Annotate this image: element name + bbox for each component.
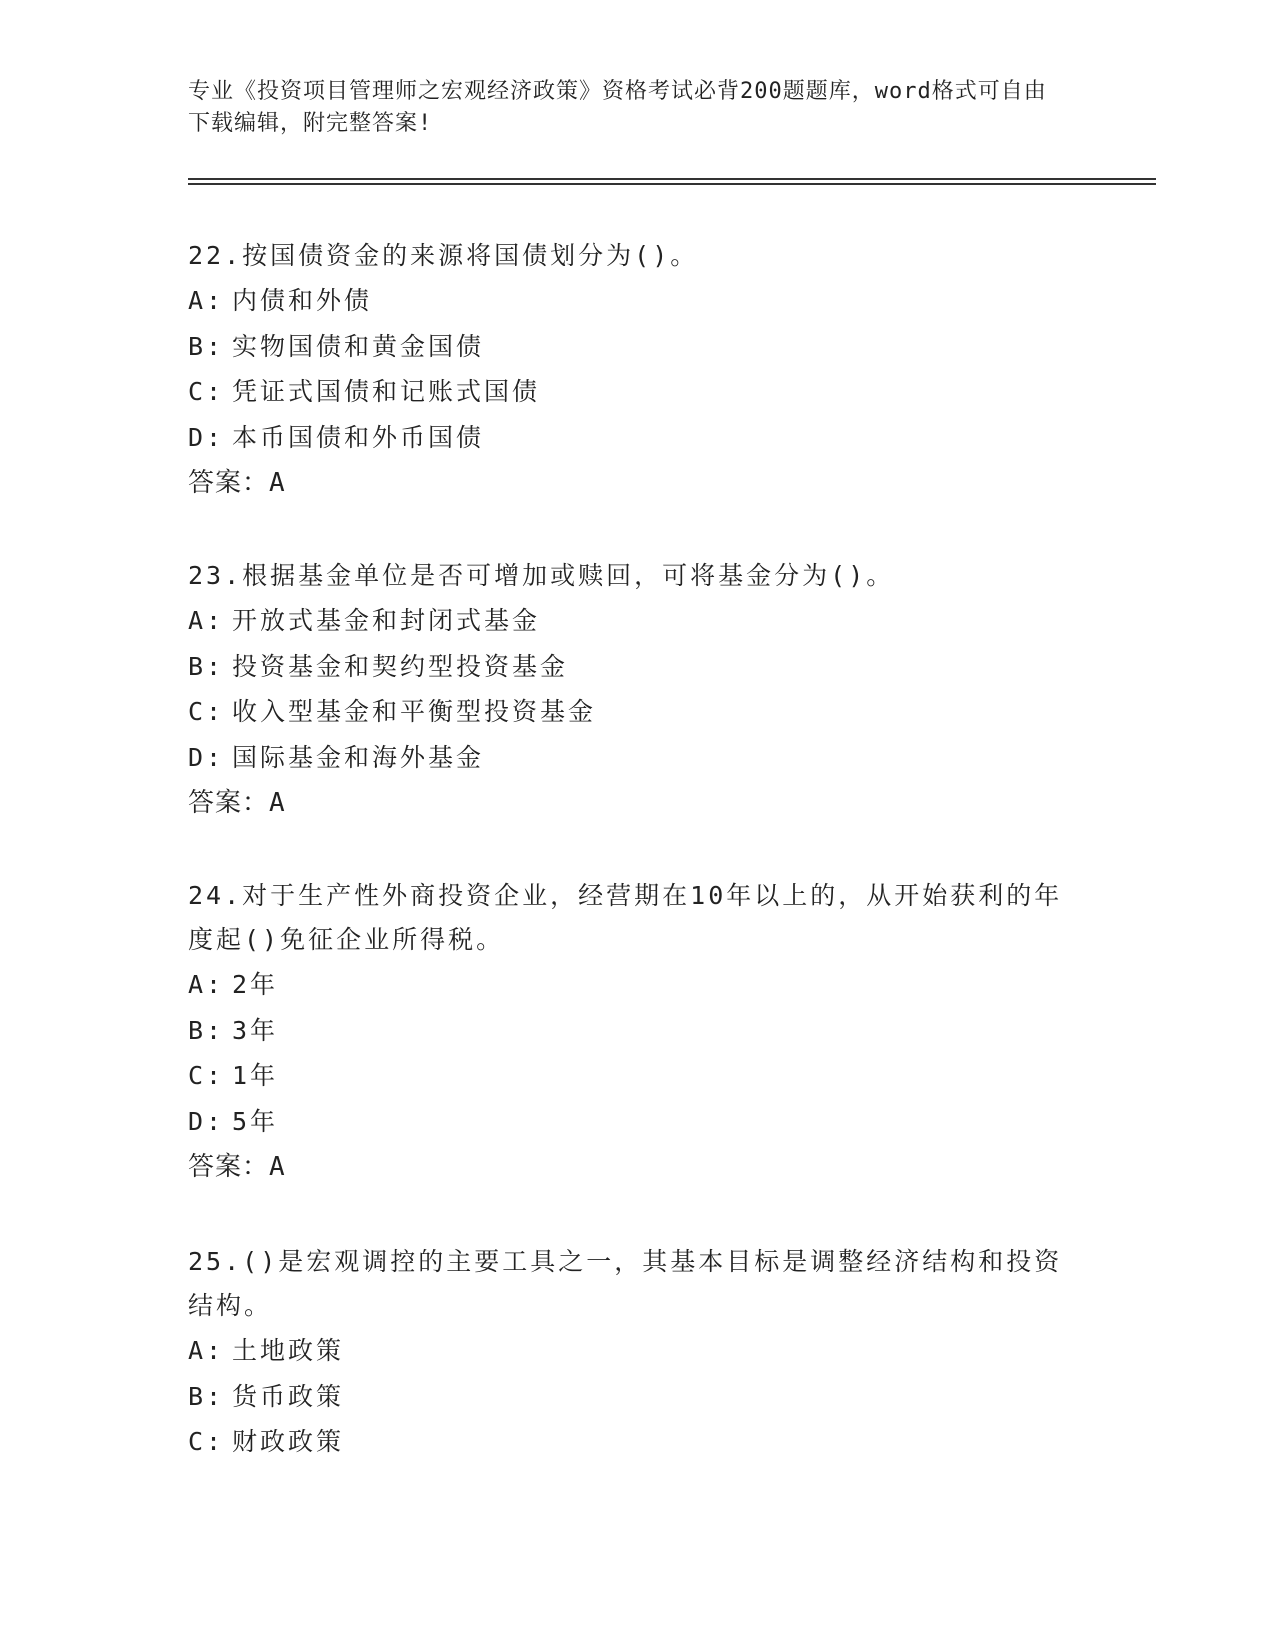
- option-letter: C:: [188, 377, 225, 406]
- answer-label: 答案：: [188, 788, 270, 818]
- header-divider-line: [188, 178, 1156, 180]
- option-b: [188, 1008, 1088, 1054]
- answer-label: 答案：: [188, 1152, 270, 1182]
- document-header: 专业《投资项目管理师之宏观经济政策》资格考试必背200题题库，word格式可自由下载编辑，附完整答案!: [188, 79, 1047, 136]
- option-d: [188, 735, 1088, 781]
- option-letter: A:: [188, 606, 225, 635]
- question-24: [188, 874, 1088, 1190]
- option-text: 2年: [232, 970, 279, 999]
- option-c: [188, 1419, 1088, 1465]
- option-letter: D:: [188, 742, 225, 772]
- option-letter: A:: [188, 970, 225, 999]
- option-text: 本币国债和外币国债: [232, 422, 485, 452]
- option-letter: B:: [188, 331, 225, 361]
- option-text: 内债和外债: [232, 286, 373, 315]
- option-b: [188, 644, 1088, 690]
- option-text: 土地政策: [232, 1336, 345, 1365]
- option-letter: A:: [188, 1336, 225, 1365]
- answer-label: 答案：: [188, 468, 270, 498]
- option-text: 1年: [232, 1061, 279, 1090]
- option-letter: C:: [188, 1427, 225, 1456]
- answer-value: A: [269, 788, 286, 818]
- question-stem: 25.()是宏观调控的主要工具之一，其基本目标是调整经济结构和投资结构。: [188, 1247, 1063, 1320]
- option-text: 财政政策: [232, 1427, 345, 1456]
- option-c: [188, 369, 1088, 415]
- option-text: 投资基金和契约型投资基金: [232, 651, 569, 681]
- option-text: 开放式基金和封闭式基金: [232, 606, 541, 635]
- option-text: 实物国债和黄金国债: [232, 331, 485, 361]
- question-22: [188, 234, 1088, 506]
- option-text: 3年: [232, 1015, 279, 1045]
- option-a: [188, 598, 1088, 644]
- question-stem: 23.根据基金单位是否可增加或赎回，可将基金分为()。: [188, 561, 895, 590]
- option-d: [188, 1099, 1088, 1145]
- question-stem: 24.对于生产性外商投资企业，经营期在10年以上的，从开始获利的年度起()免征企业所得税。: [188, 881, 1063, 954]
- option-letter: D:: [188, 422, 225, 452]
- option-d: [188, 415, 1088, 461]
- answer-line: [188, 460, 1088, 506]
- option-b: [188, 1374, 1088, 1420]
- option-letter: C:: [188, 697, 225, 726]
- option-letter: C:: [188, 1061, 225, 1090]
- option-letter: A:: [188, 286, 225, 315]
- answer-line: [188, 1144, 1088, 1190]
- option-text: 5年: [232, 1106, 279, 1136]
- option-c: [188, 1053, 1088, 1099]
- option-text: 国际基金和海外基金: [232, 742, 485, 772]
- option-text: 收入型基金和平衡型投资基金: [232, 697, 597, 726]
- option-a: [188, 1328, 1088, 1374]
- option-letter: D:: [188, 1106, 225, 1136]
- question-23: [188, 554, 1088, 826]
- option-letter: B:: [188, 1381, 225, 1411]
- option-letter: B:: [188, 651, 225, 681]
- option-text: 货币政策: [232, 1381, 345, 1411]
- option-b: [188, 324, 1088, 370]
- option-c: [188, 689, 1088, 735]
- option-a: [188, 278, 1088, 324]
- answer-value: A: [269, 1152, 286, 1182]
- answer-line: [188, 780, 1088, 826]
- question-25: [188, 1240, 1088, 1465]
- header-divider-line-secondary: [188, 183, 1156, 185]
- option-text: 凭证式国债和记账式国债: [232, 377, 541, 406]
- question-stem: 22.按国债资金的来源将国债划分为()。: [188, 241, 699, 270]
- answer-value: A: [269, 468, 286, 498]
- option-letter: B:: [188, 1015, 225, 1045]
- option-a: [188, 962, 1088, 1008]
